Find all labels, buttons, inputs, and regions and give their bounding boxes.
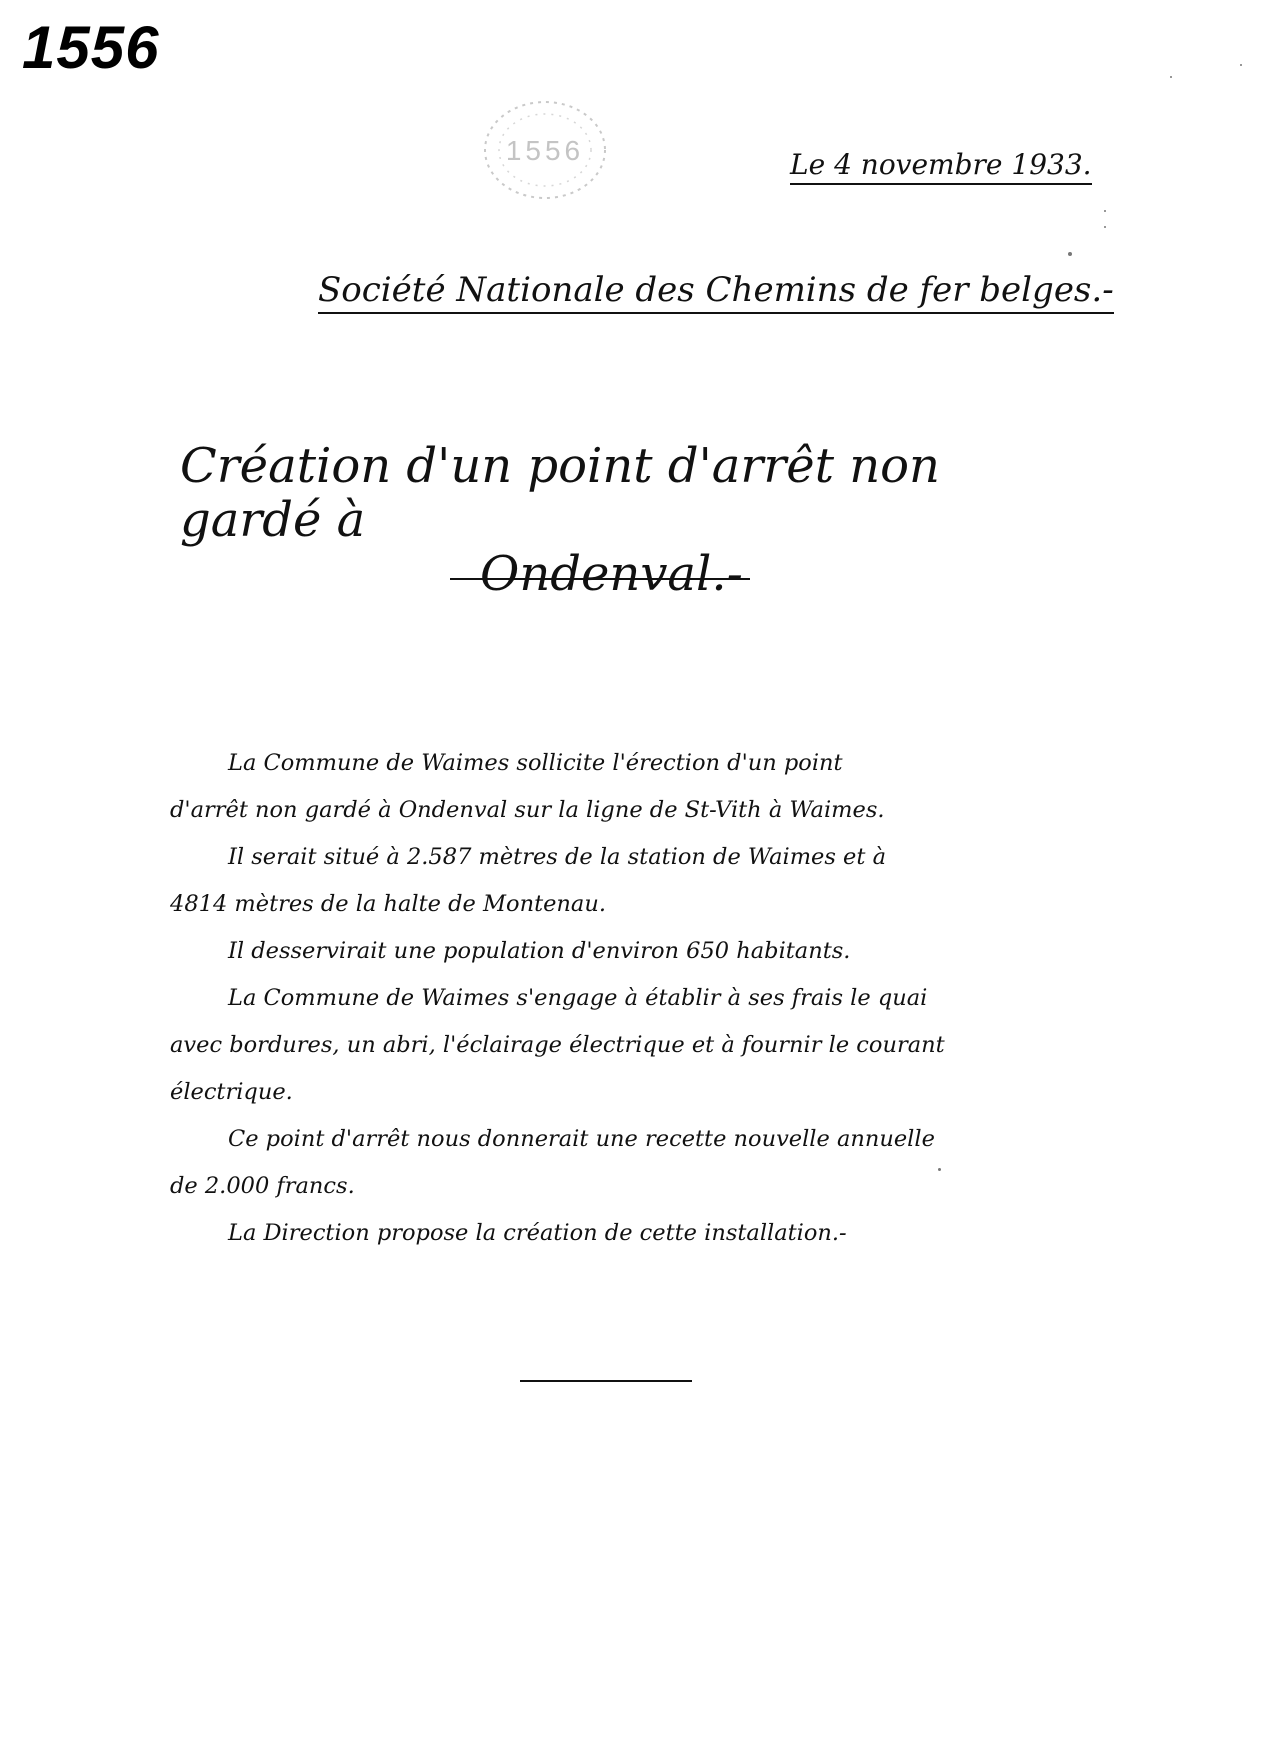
scan-speck [1068,252,1072,256]
scan-speck [1104,226,1106,228]
body-line: Ce point d'arrêt nous donnerait une recette nouvelle annuelle [228,1126,935,1152]
body-line: La Commune de Waimes sollicite l'érection d'un point [228,750,843,776]
document-number: 1556 [22,14,160,81]
closing-divider [520,1380,692,1382]
title-divider [450,578,750,580]
title-line-2: Ondenval.- [480,545,743,602]
title-line-1: Création d'un point d'arrêt non gardé à [180,438,940,548]
body-line: La Direction propose la création de cette installation.- [228,1220,847,1246]
body-line: de 2.000 francs. [170,1173,355,1199]
body-line: électrique. [170,1079,293,1105]
scan-speck [1170,76,1172,78]
body-line: d'arrêt non gardé à Ondenval sur la ligne de St-Vith à Waimes. [170,797,885,823]
body-line: avec bordures, un abri, l'éclairage électrique et à fournir le courant [170,1032,945,1058]
body-line: Il serait situé à 2.587 mètres de la station de Waimes et à [228,844,886,870]
body-line: Il desservirait une population d'environ 650 habitants. [228,938,851,964]
body-line: 4814 mètres de la halte de Montenau. [170,891,606,917]
letter-date: Le 4 novembre 1933. [790,148,1092,185]
body-line: La Commune de Waimes s'engage à établir à ses frais le quai [228,985,928,1011]
archive-stamp [470,90,620,210]
document-body [170,740,1070,1257]
svg-text:1556: 1556 [505,135,585,166]
scan-speck [1240,64,1242,66]
scan-speck [938,1168,941,1171]
company-name: Société Nationale des Chemins de fer belges.- [318,270,1114,314]
scan-speck [1104,210,1106,212]
